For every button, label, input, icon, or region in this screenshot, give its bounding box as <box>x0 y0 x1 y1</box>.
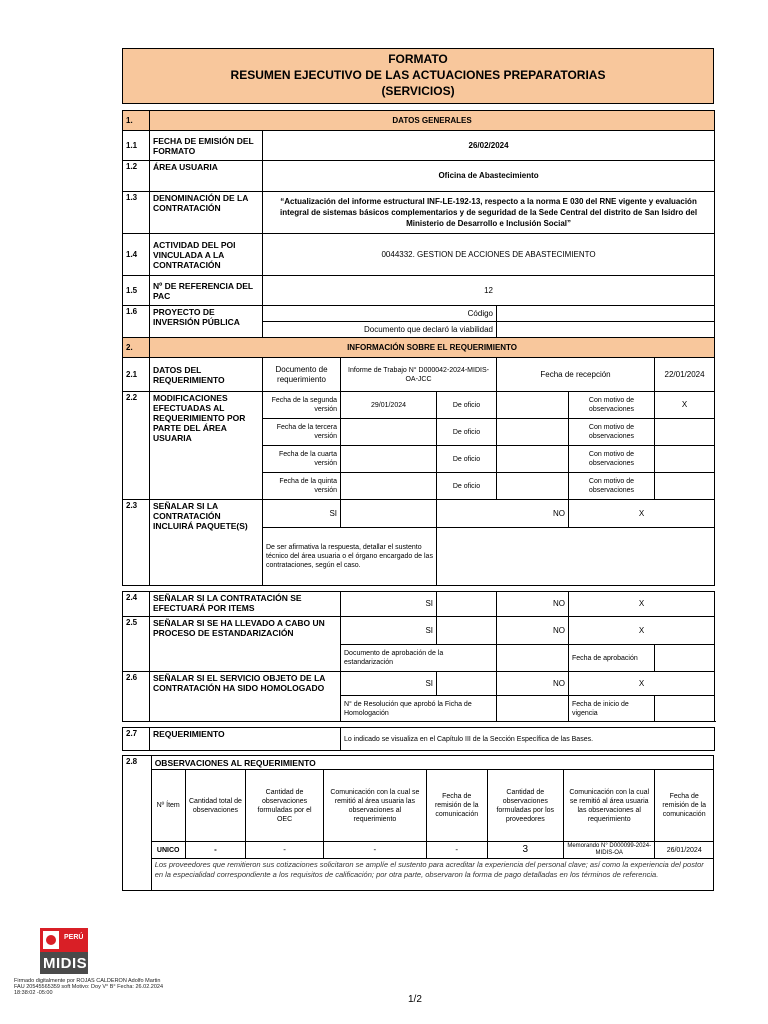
row-number: 2.8 <box>123 756 152 891</box>
row-label: OBSERVACIONES AL REQUERIMIENTO <box>151 756 713 770</box>
col-header: Comunicación con la cual se remitió al área usuaria las observaciones al requerimiento <box>564 770 655 842</box>
logo-text: MIDIS <box>43 955 88 972</box>
row-label: ÁREA USUARIA <box>150 161 263 192</box>
row-fecha-emision <box>123 131 715 161</box>
row-modificacion-2 <box>123 392 715 419</box>
row-label: FECHA DE EMISIÓN DEL FORMATO <box>150 131 263 161</box>
documento-requerimiento-value: Informe de Trabajo N° D000042-2024-MIDIS-OA-JCC <box>341 358 497 392</box>
section-number: 2. <box>123 338 150 358</box>
actividad-poi-value: 0044332. GESTION DE ACCIONES DE ABASTECIMIENTO <box>263 234 715 276</box>
si-mark <box>437 672 497 696</box>
de-oficio-label: De oficio <box>437 392 497 419</box>
observaciones-table <box>122 755 714 891</box>
row-label: SEÑALAR SI EL SERVICIO OBJETO DE LA CONTRATACIÓN HA SIDO HOMOLOGADO <box>150 672 341 722</box>
row-datos-requerimiento <box>123 358 715 392</box>
de-oficio-label: De oficio <box>437 473 497 500</box>
version-label: Fecha de la quinta versión <box>263 473 341 500</box>
col-header: Fecha de remisión de la comunicación <box>655 770 714 842</box>
document-sheet <box>122 48 714 891</box>
row-items <box>123 592 715 617</box>
row-number: 1.4 <box>123 234 150 276</box>
page-number: 1/2 <box>408 994 422 1005</box>
con-motivo-label: Con motivo de observaciones <box>569 392 655 419</box>
no-label: NO <box>497 592 569 617</box>
version-label: Fecha de la tercera versión <box>263 419 341 446</box>
con-motivo-label: Con motivo de observaciones <box>569 446 655 473</box>
no-label: NO <box>437 500 569 528</box>
si-label: SI <box>341 672 437 696</box>
row-number: 2.6 <box>123 672 150 722</box>
col-header: Nº Ítem <box>151 770 185 842</box>
no-label: NO <box>497 617 569 645</box>
cell-fecha-oec: - <box>426 842 487 859</box>
version-label: Fecha de la cuarta versión <box>263 446 341 473</box>
row-number: 2.3 <box>123 500 150 586</box>
version-date <box>341 419 437 446</box>
row-number: 2.4 <box>123 592 150 617</box>
referencia-pac-value: 12 <box>263 276 715 306</box>
version-date: 29/01/2024 <box>341 392 437 419</box>
no-mark: X <box>569 672 715 696</box>
con-motivo-label: Con motivo de observaciones <box>569 419 655 446</box>
codigo-value <box>497 306 715 322</box>
no-mark: X <box>569 500 715 528</box>
row-referencia-pac <box>123 276 715 306</box>
fecha-recepcion-value: 22/01/2024 <box>655 358 715 392</box>
form-table <box>122 110 715 751</box>
row-proyecto-inversion <box>123 306 715 322</box>
homologacion-doc-label: N° de Resolución que aprobó la Ficha de Homologación <box>341 696 497 722</box>
row-number: 1.5 <box>123 276 150 306</box>
si-label: SI <box>263 500 341 528</box>
row-label: DENOMINACIÓN DE LA CONTRATACIÓN <box>150 192 263 234</box>
cell-oec: - <box>246 842 324 859</box>
row-label: REQUERIMIENTO <box>150 728 341 751</box>
row-requerimiento <box>123 728 715 751</box>
estandarizacion-doc-label: Documento de aprobación de la estandarización <box>341 645 497 672</box>
col-header: Cantidad de observaciones formuladas por el OEC <box>246 770 324 842</box>
de-oficio-mark <box>497 392 569 419</box>
cell-fecha-proveedores: 26/01/2024 <box>655 842 714 859</box>
con-motivo-mark: X <box>655 392 715 419</box>
cell-comunicacion-oec: - <box>323 842 426 859</box>
fecha-emision-value: 26/02/2024 <box>263 131 715 161</box>
area-usuaria-value: Oficina de Abastecimiento <box>263 161 715 192</box>
viabilidad-label: Documento que declaró la viabilidad <box>263 322 497 338</box>
col-header: Comunicación con la cual se remitió al área usuaria las observaciones al requerimiento <box>323 770 426 842</box>
row-number: 1.6 <box>123 306 150 338</box>
version-date <box>341 473 437 500</box>
fecha-recepcion-label: Fecha de recepción <box>497 358 655 392</box>
homologacion-fecha-value <box>655 696 715 722</box>
estandarizacion-fecha-label: Fecha de aprobación <box>569 645 655 672</box>
col-header: Cantidad de observaciones formuladas por los proveedores <box>487 770 564 842</box>
logo-country: PERÚ <box>64 934 84 941</box>
row-number: 2.2 <box>123 392 150 500</box>
si-label: SI <box>341 592 437 617</box>
cell-comunicacion-proveedores: Memorando N° D000099-2024-MIDIS-OA <box>564 842 655 859</box>
row-label: Nº DE REFERENCIA DEL PAC <box>150 276 263 306</box>
viabilidad-value <box>497 322 715 338</box>
row-number: 1.1 <box>123 131 150 161</box>
table-row <box>123 842 714 859</box>
row-observaciones-title <box>123 756 714 770</box>
row-label: SEÑALAR SI SE HA LLEVADO A CABO UN PROCESO DE ESTANDARIZACIÓN <box>150 617 341 672</box>
codigo-label: Código <box>263 306 497 322</box>
requerimiento-value: Lo indicado se visualiza en el Capítulo III de la Sección Específica de las Bases. <box>341 728 715 751</box>
no-mark: X <box>569 617 715 645</box>
version-label: Fecha de la segunda versión <box>263 392 341 419</box>
row-paquetes <box>123 500 715 528</box>
row-number: 1.2 <box>123 161 150 192</box>
observaciones-note: Los proveedores que remitieron sus cotizaciones solicitaron se amplíe el sustento para acreditar la experiencia del personal clave; así como la experiencia del postor en la especialidad correspondiente a los requisitos de calificación; por otra parte, observaron la forma de pago detalladas en los términos de referencia. <box>151 859 713 891</box>
con-motivo-mark <box>655 446 715 473</box>
de-oficio-mark <box>497 473 569 500</box>
row-homologacion <box>123 672 715 696</box>
section-informacion-requerimiento <box>123 338 715 358</box>
estandarizacion-fecha-value <box>655 645 715 672</box>
row-label: PROYECTO DE INVERSIÓN PÚBLICA <box>150 306 263 338</box>
no-mark: X <box>569 592 715 617</box>
de-oficio-label: De oficio <box>437 446 497 473</box>
cell-item: UNICO <box>151 842 185 859</box>
section-title: DATOS GENERALES <box>150 111 715 131</box>
col-header: Cantidad total de observaciones <box>185 770 246 842</box>
estandarizacion-doc-value <box>497 645 569 672</box>
section-title: INFORMACIÓN SOBRE EL REQUERIMIENTO <box>150 338 715 358</box>
si-mark <box>437 617 497 645</box>
si-mark <box>437 592 497 617</box>
row-label: DATOS DEL REQUERIMIENTO <box>150 358 263 392</box>
header-subtitle-type: (SERVICIOS) <box>381 84 455 98</box>
header-subtitle: RESUMEN EJECUTIVO DE LAS ACTUACIONES PREPARATORIAS <box>230 68 606 82</box>
paquetes-note: De ser afirmativa la respuesta, detallar el sustento técnico del área usuaria o el órgano encargado de las contrataciones, según el caso. <box>263 528 437 586</box>
con-motivo-label: Con motivo de observaciones <box>569 473 655 500</box>
section-number: 1. <box>123 111 150 131</box>
de-oficio-mark <box>497 446 569 473</box>
header-title: FORMATO <box>388 52 448 66</box>
col-header: Fecha de remisión de la comunicación <box>426 770 487 842</box>
row-number: 2.7 <box>123 728 150 751</box>
homologacion-fecha-label: Fecha de inicio de vigencia <box>569 696 655 722</box>
cell-total: - <box>185 842 246 859</box>
midis-logo <box>40 928 88 974</box>
row-number: 2.1 <box>123 358 150 392</box>
row-label: SEÑALAR SI LA CONTRATACIÓN INCLUIRÁ PAQUETE(S) <box>150 500 263 586</box>
homologacion-doc-value <box>497 696 569 722</box>
row-actividad-poi <box>123 234 715 276</box>
row-label: MODIFICACIONES EFECTUADAS AL REQUERIMIENTO POR PARTE DEL ÁREA USUARIA <box>150 392 263 500</box>
row-estandarizacion <box>123 617 715 645</box>
documento-requerimiento-label: Documento de requerimiento <box>263 358 341 392</box>
si-label: SI <box>341 617 437 645</box>
cell-proveedores: 3 <box>487 842 564 859</box>
si-mark <box>341 500 437 528</box>
con-motivo-mark <box>655 473 715 500</box>
row-number: 2.5 <box>123 617 150 672</box>
row-denominacion <box>123 192 715 234</box>
observaciones-note-row <box>123 859 714 891</box>
de-oficio-label: De oficio <box>437 419 497 446</box>
document-header <box>122 48 714 104</box>
no-label: NO <box>497 672 569 696</box>
section-datos-generales <box>123 111 715 131</box>
observaciones-header-row <box>123 770 714 842</box>
con-motivo-mark <box>655 419 715 446</box>
denominacion-value: “Actualización del informe estructural INF-LE-192-13, respecto a la norma E 030 del RNE vigente y evaluación integral de sistemas básicos complementarios y de seguridad de la Sede Central del distrito de San Isidro del Ministerio de Desarrollo e Inclusión Social” <box>263 192 715 234</box>
row-label: SEÑALAR SI LA CONTRATACIÓN SE EFECTUARÁ POR ITEMS <box>150 592 341 617</box>
de-oficio-mark <box>497 419 569 446</box>
row-area-usuaria <box>123 161 715 192</box>
version-date <box>341 446 437 473</box>
paquetes-sustento-value <box>437 528 715 586</box>
digital-signature-text: Firmado digitalmente por ROJAS CALDERON Adolfo Martin FAU 20545565359 soft Motivo: Doy V° B° Fecha: 26.02.2024 18:38:02 -05:00 <box>14 978 164 996</box>
row-number: 1.3 <box>123 192 150 234</box>
row-label: ACTIVIDAD DEL POI VINCULADA A LA CONTRATACIÓN <box>150 234 263 276</box>
